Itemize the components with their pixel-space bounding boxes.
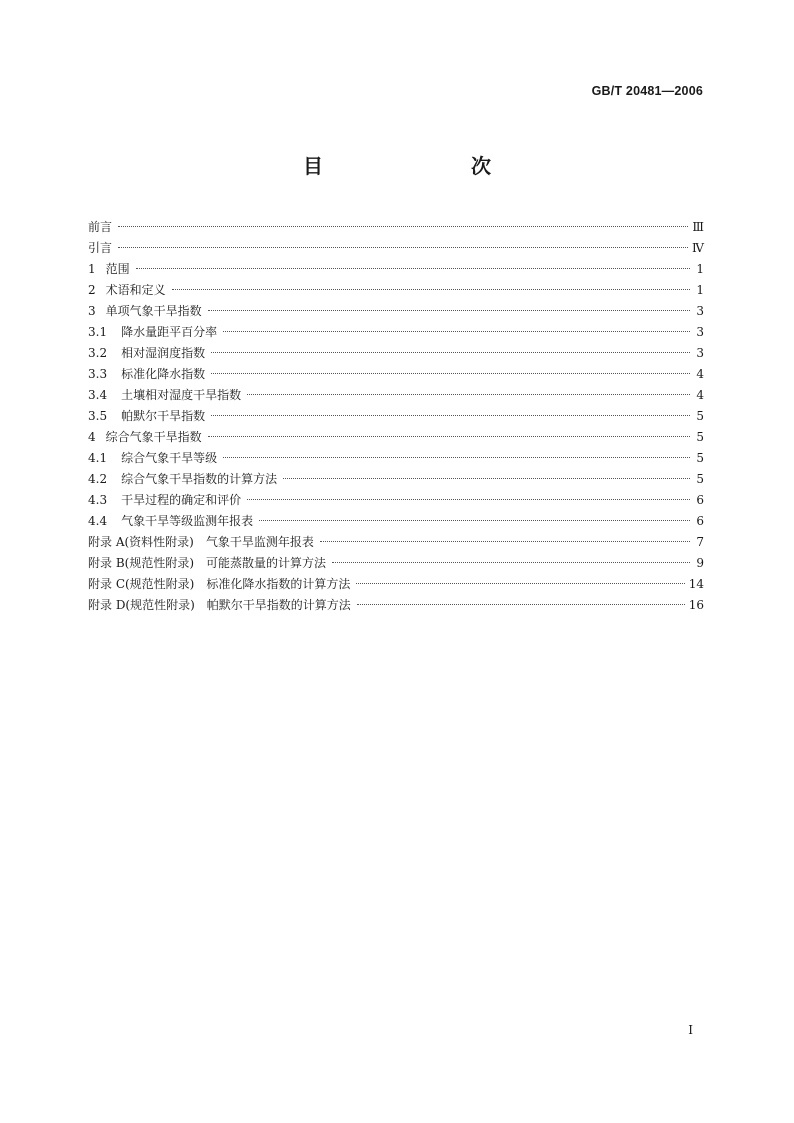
toc-entry-label: 前言 — [88, 220, 113, 234]
toc-entry[interactable] — [88, 365, 704, 386]
toc-entry-page: 5 — [696, 451, 704, 465]
toc-entry-label: 标准化降水指数 — [121, 367, 206, 381]
toc-entry-number: 3.1 — [88, 325, 108, 339]
toc-entry[interactable] — [88, 386, 704, 407]
toc-entry-page: Ⅳ — [692, 241, 704, 255]
toc-entry[interactable] — [88, 491, 704, 512]
toc-entry[interactable] — [88, 533, 704, 554]
toc-entry-page: 14 — [688, 577, 704, 591]
toc-entry-page: 5 — [696, 472, 704, 486]
toc-dot-leader — [136, 268, 690, 269]
toc-dot-leader — [118, 247, 688, 248]
toc-entry-page: 1 — [696, 262, 704, 276]
toc-entry-label: 降水量距平百分率 — [121, 325, 218, 339]
toc-entry[interactable] — [88, 470, 704, 491]
toc-entry-page: 5 — [696, 430, 704, 444]
toc-entry-number: 4 — [88, 430, 96, 444]
toc-entry-page: Ⅲ — [692, 220, 704, 234]
toc-dot-leader — [118, 226, 688, 227]
toc-entry-page: 7 — [696, 535, 704, 549]
toc-entry-number: 4.4 — [88, 514, 108, 528]
toc-entry[interactable] — [88, 281, 704, 302]
toc-entry-label: 干旱过程的确定和评价 — [121, 493, 242, 507]
toc-dot-leader — [172, 289, 690, 290]
toc-entry-label: 附录 C(规范性附录) 标准化降水指数的计算方法 — [88, 577, 351, 591]
toc-dot-leader — [332, 562, 690, 563]
toc-dot-leader — [356, 583, 684, 584]
toc-entry[interactable] — [88, 260, 704, 281]
toc-entry[interactable] — [88, 575, 704, 596]
toc-dot-leader — [223, 331, 690, 332]
toc-title: 目 次 — [303, 154, 527, 178]
toc-entry-number: 3.3 — [88, 367, 108, 381]
toc-dot-leader — [357, 604, 685, 605]
toc-entry-page: 5 — [696, 409, 704, 423]
toc-entry[interactable] — [88, 512, 704, 533]
toc-entry-label: 综合气象干旱指数 — [105, 430, 202, 444]
toc-entry-page: 3 — [696, 346, 704, 360]
toc-entry-number: 1 — [88, 262, 96, 276]
page-number: I — [688, 1023, 693, 1037]
toc-dot-leader — [208, 310, 690, 311]
toc-entry-label: 综合气象干旱指数的计算方法 — [121, 472, 278, 486]
toc-entry[interactable] — [88, 407, 704, 428]
toc-entry-label: 气象干旱等级监测年报表 — [121, 514, 254, 528]
toc-entry[interactable] — [88, 218, 704, 239]
toc-entry-label: 引言 — [88, 241, 113, 255]
toc-dot-leader — [283, 478, 690, 479]
toc-entry-label: 相对湿润度指数 — [121, 346, 206, 360]
toc-entry-label: 附录 A(资料性附录) 气象干旱监测年报表 — [88, 535, 314, 549]
toc-entry-page: 16 — [688, 598, 704, 612]
toc-entry-label: 帕默尔干旱指数 — [121, 409, 206, 423]
standard-code: GB/T 20481—2006 — [591, 84, 703, 98]
toc-entry[interactable] — [88, 239, 704, 260]
toc-dot-leader — [211, 373, 690, 374]
toc-entry-page: 4 — [696, 388, 704, 402]
toc-entry-page: 6 — [696, 493, 704, 507]
toc-dot-leader — [259, 520, 690, 521]
toc-entry-page: 3 — [696, 325, 704, 339]
toc-entry[interactable] — [88, 449, 704, 470]
toc-dot-leader — [208, 436, 690, 437]
toc-entry-number: 3.2 — [88, 346, 108, 360]
toc-entry-label: 综合气象干旱等级 — [121, 451, 218, 465]
toc-entry-number: 3.4 — [88, 388, 108, 402]
toc-entry[interactable] — [88, 302, 704, 323]
toc-entry[interactable] — [88, 596, 704, 617]
toc-dot-leader — [320, 541, 690, 542]
toc-dot-leader — [223, 457, 690, 458]
table-of-contents — [88, 218, 704, 617]
toc-entry-label: 附录 D(规范性附录) 帕默尔干旱指数的计算方法 — [88, 598, 351, 612]
toc-entry-page: 3 — [696, 304, 704, 318]
toc-entry-number: 4.3 — [88, 493, 108, 507]
toc-entry[interactable] — [88, 344, 704, 365]
toc-dot-leader — [211, 352, 690, 353]
toc-entry-label: 范围 — [105, 262, 130, 276]
toc-entry-number: 2 — [88, 283, 96, 297]
toc-entry-label: 术语和定义 — [105, 283, 166, 297]
toc-entry-number: 4.2 — [88, 472, 108, 486]
toc-entry[interactable] — [88, 428, 704, 449]
toc-entry-number: 4.1 — [88, 451, 108, 465]
toc-entry-page: 9 — [696, 556, 704, 570]
toc-dot-leader — [211, 415, 690, 416]
toc-entry-page: 4 — [696, 367, 704, 381]
toc-dot-leader — [247, 499, 690, 500]
toc-entry[interactable] — [88, 323, 704, 344]
toc-entry-label: 附录 B(规范性附录) 可能蒸散量的计算方法 — [88, 556, 326, 570]
toc-entry-label: 单项气象干旱指数 — [105, 304, 202, 318]
toc-entry-number: 3 — [88, 304, 96, 318]
toc-dot-leader — [247, 394, 690, 395]
toc-entry-page: 1 — [696, 283, 704, 297]
toc-entry-number: 3.5 — [88, 409, 108, 423]
toc-entry[interactable] — [88, 554, 704, 575]
toc-entry-label: 土壤相对湿度干旱指数 — [121, 388, 242, 402]
toc-entry-page: 6 — [696, 514, 704, 528]
